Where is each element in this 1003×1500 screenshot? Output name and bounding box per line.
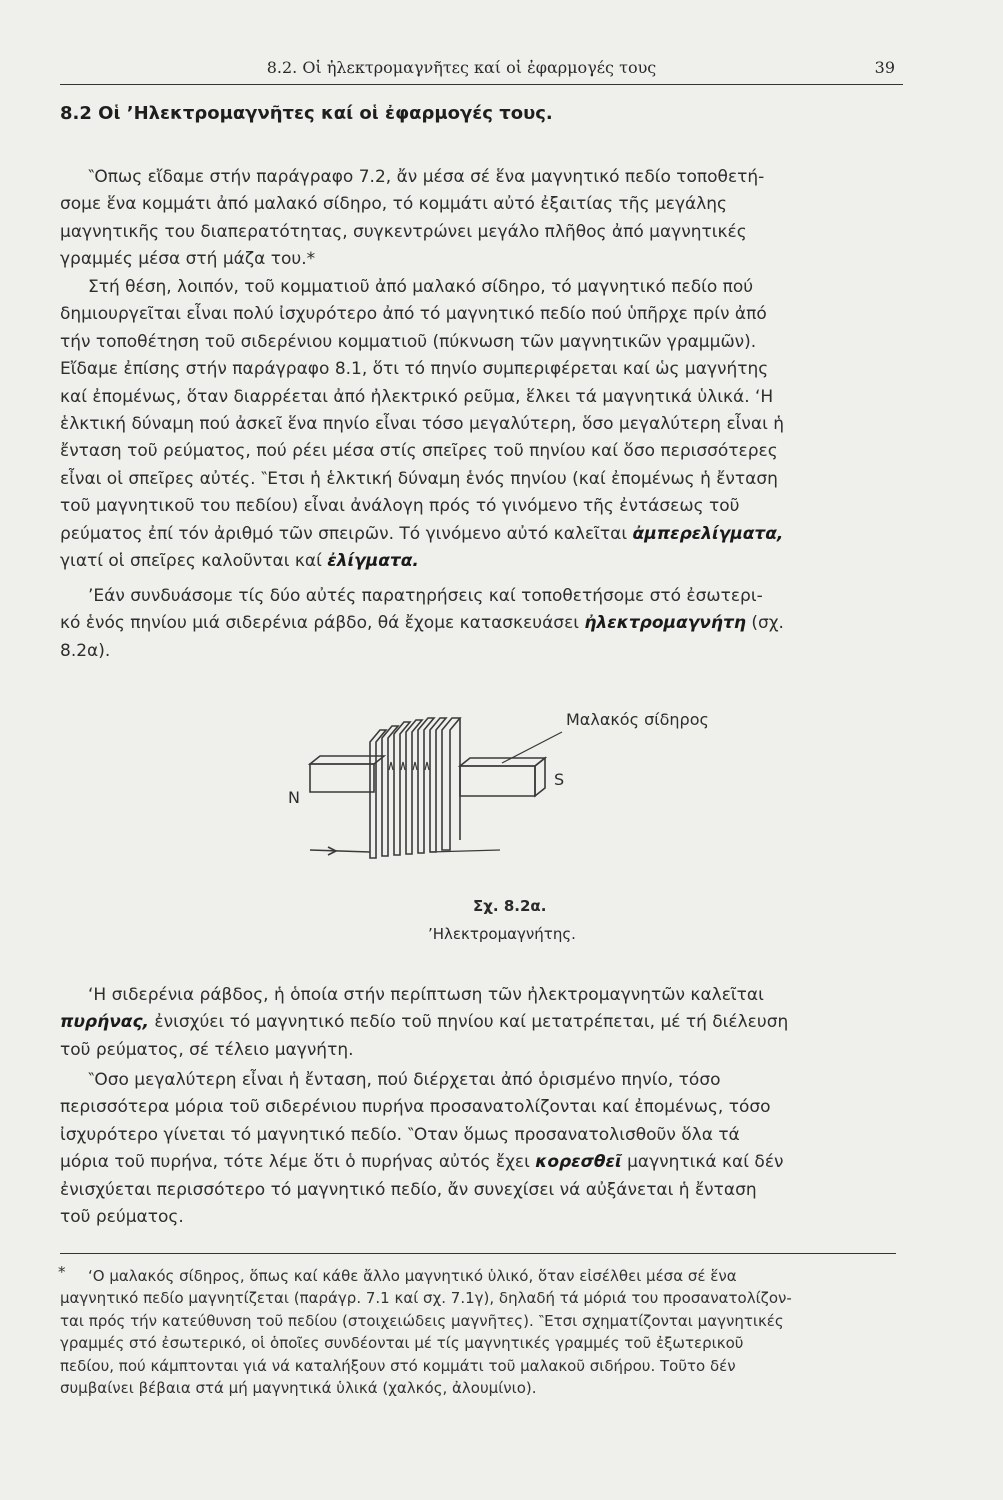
text-line: σομε ἕνα κομμάτι ἀπό μαλακό σίδηρο, τό κομμάτι αὐτό ἐξαιτίας τῆς μεγάλης [60, 194, 728, 215]
term-electromagnet: ἠλεκτρομαγνήτη [584, 613, 746, 634]
text-line: περισσότερα μόρια τοῦ σιδερένιου πυρήνα προσανατολίζονται καί ἐπομένως, τόσο [60, 1097, 771, 1118]
text-segment: γιατί οἱ σπεῖρες καλοῦνται καί [60, 551, 322, 572]
text-segment: μαγνητικά καί δέν [627, 1152, 784, 1173]
bar-right-side [535, 758, 545, 796]
figure-caption-number: Σχ. 8.2α. [473, 897, 547, 915]
footnote-line: ται πρός τήν κατεύθυνση τοῦ πεδίου (στοιχειώδεις μαγνῆτες). ‶Ετσι σχηματίζονται μαγνητικές [60, 1311, 784, 1330]
text-line: καί ἐπομένως, ὅταν διαρρέεται ἀπό ἠλεκτρικό ρεῦμα, ἕλκει τά μαγνητικά ὑλικά. ‘Η [60, 386, 774, 407]
text-line: τοῦ ρεύματος. [60, 1207, 184, 1228]
label-north: N [288, 788, 300, 807]
running-title: 8.2. Οἱ ἠλεκτρομαγνῆτες καί οἱ ἐφαρμογές τους [266, 58, 657, 77]
wire-tail [430, 850, 500, 852]
footnote-line: πεδίου, πού κάμπτονται γιά νά καταλήξουν στό κομμάτι τοῦ μαλακοῦ σιδήρου. Τοῦτο δέν [60, 1356, 736, 1375]
footnote-mark: * [58, 1263, 66, 1281]
running-header [60, 58, 903, 85]
text-line: ’Εάν συνδυάσομε τίς δύο αὐτές παρατηρήσεις καί τοποθετήσομε στό ἐσωτερι- [88, 586, 763, 606]
footnote-rule [60, 1253, 896, 1254]
term-core: πυρήνας, [60, 1012, 149, 1033]
current-arrows [389, 762, 429, 770]
text-line: γραμμές μέσα στή μάζα του.* [60, 249, 316, 270]
footnote-line: συμβαίνει βέβαια στά μή μαγνητικά ὑλικά (χαλκός, ἀλουμίνιο). [60, 1379, 537, 1398]
paragraph-1 [60, 164, 910, 274]
term-saturated: κορεσθεῖ [535, 1152, 622, 1173]
text-line: ‶Οσο μεγαλύτερη εἶναι ἡ ἔνταση, πού διέρχεται ἀπό ὁρισμένο πηνίο, τόσο [88, 1070, 721, 1090]
text-line: τοῦ ρεύματος, σέ τέλειο μαγνήτη. [60, 1039, 354, 1060]
text-line: Στή θέση, λοιπόν, τοῦ κομματιοῦ ἀπό μαλακό σίδηρο, τό μαγνητικό πεδίο πού [88, 277, 754, 297]
bar-left-front [310, 764, 374, 792]
footnote-line: ‘Ο μαλακός σίδηρος, ὅπως καί κάθε ἄλλο μαγνητικό ὑλικό, ὅταν εἰσέλθει μέσα σέ ἕνα [88, 1267, 737, 1285]
figure-caption-text: ’Ηλεκτρομαγνήτης. [428, 925, 576, 943]
text-line: ἐνισχύεται περισσότερο τό μαγνητικό πεδίο, ἄν συνεχίσει νά αὐξάνεται ἡ ἔνταση [60, 1179, 757, 1200]
footnote-line: μαγνητικό πεδίο μαγνητίζεται (παράγρ. 7.1 καί σχ. 7.1γ), δηλαδή τά μόριά του προσανατολίζον- [60, 1289, 792, 1308]
text-line: ἑλκτική δύναμη πού ἀσκεῖ ἕνα πηνίο εἶναι τόσο μεγαλύτερη, ὅσο μεγαλύτερη εἶναι ἡ [60, 414, 785, 435]
label-soft-iron: Μαλακός σίδηρος [566, 710, 709, 729]
footnote [60, 1265, 910, 1399]
text-line: ἰσχυρότερο γίνεται τό μαγνητικό πεδίο. ‶Οταν ὅμως προσανατολισθοῦν ὅλα τά [60, 1124, 740, 1145]
paragraph-2 [60, 274, 910, 575]
text-segment: ἐνισχύει τό μαγνητικό πεδίο τοῦ πηνίου καί μετατρέπεται, μέ τή διέλευση [154, 1012, 789, 1033]
footnote-line: γραμμές στό ἐσωτερικό, οἱ ὁποῖες συνδέονται μέ τίς μαγνητικές γραμμές τοῦ ἐξωτερικοῦ [60, 1334, 744, 1353]
bar-left-top [310, 756, 384, 764]
text-line: τοῦ μαγνητικοῦ του πεδίου) εἶναι ἀνάλογη πρός τό γινόμενο τῆς ἐντάσεως τοῦ [60, 496, 740, 517]
text-line: Εἴδαμε ἐπίσης στήν παράγραφο 8.1, ὅτι τό πηνίο συμπεριφέρεται καί ὡς μαγνήτης [60, 359, 769, 380]
text-line [60, 548, 910, 575]
coil-turns [370, 718, 460, 858]
lead-wire [310, 850, 370, 852]
text-segment: ρεύματος ἐπί τόν ἀριθμό τῶν σπειρῶν. Τό γινόμενο αὐτό καλεῖται [60, 523, 628, 544]
paragraph-4 [60, 982, 910, 1064]
text-line: ἔνταση τοῦ ρεύματος, πού ρέει μέσα στίς σπεῖρες τοῦ πηνίου καί ὅσο περισσότερες [60, 441, 778, 462]
term-ampere-turns: ἀμπερελίγματα, [632, 523, 784, 544]
text-line: δημιουργεῖται εἶναι πολύ ἰσχυρότερο ἀπό τό μαγνητικό πεδίο πού ὑπῆρχε πρίν ἀπό [60, 304, 767, 325]
label-south: S [554, 770, 565, 789]
bar-right-front [460, 766, 535, 796]
text-line [60, 1009, 910, 1036]
text-line: ‘Η σιδερένια ράβδος, ἡ ὁποία στήν περίπτωση τῶν ἠλεκτρομαγνητῶν καλεῖται [88, 985, 764, 1005]
paragraph-3 [60, 583, 910, 665]
section-title: 8.2 Οἱ ’Ηλεκτρομαγνῆτες καί οἱ ἐφαρμογές τους. [60, 103, 553, 124]
text-line [60, 610, 910, 637]
bar-right-top [460, 758, 545, 766]
text-line: τήν τοποθέτηση τοῦ σιδερένιου κομματιοῦ (πύκνωση τῶν μαγνητικῶν γραμμῶν). [60, 331, 757, 352]
text-line: 8.2α). [60, 640, 111, 661]
text-segment: (σχ. [751, 613, 784, 634]
text-line: εἶναι οἱ σπεῖρες αὐτές. ‶Ετσι ἡ ἑλκτική δύναμη ἑνός πηνίου (καί ἐπομένως ἡ ἔνταση [60, 468, 778, 489]
text-line [60, 1149, 910, 1176]
text-segment: κό ἑνός πηνίου μιά σιδερένια ράβδο, θά ἔχομε κατασκευάσει [60, 613, 580, 634]
text-line [60, 521, 910, 548]
paragraph-5 [60, 1067, 910, 1231]
text-line: μαγνητικῆς του διαπερατότητας, συγκεντρώνει μεγάλο πλῆθος ἀπό μαγνητικές [60, 221, 747, 242]
term-turns: ἐλίγματα. [327, 551, 419, 572]
text-line: ‶Οπως εἴδαμε στήν παράγραφο 7.2, ἄν μέσα σέ ἕνα μαγνητικό πεδίο τοποθετή- [88, 167, 765, 187]
page-number: 39 [874, 58, 895, 77]
text-segment: μόρια τοῦ πυρήνα, τότε λέμε ὅτι ὁ πυρήνας αὐτός ἔχει [60, 1152, 530, 1173]
